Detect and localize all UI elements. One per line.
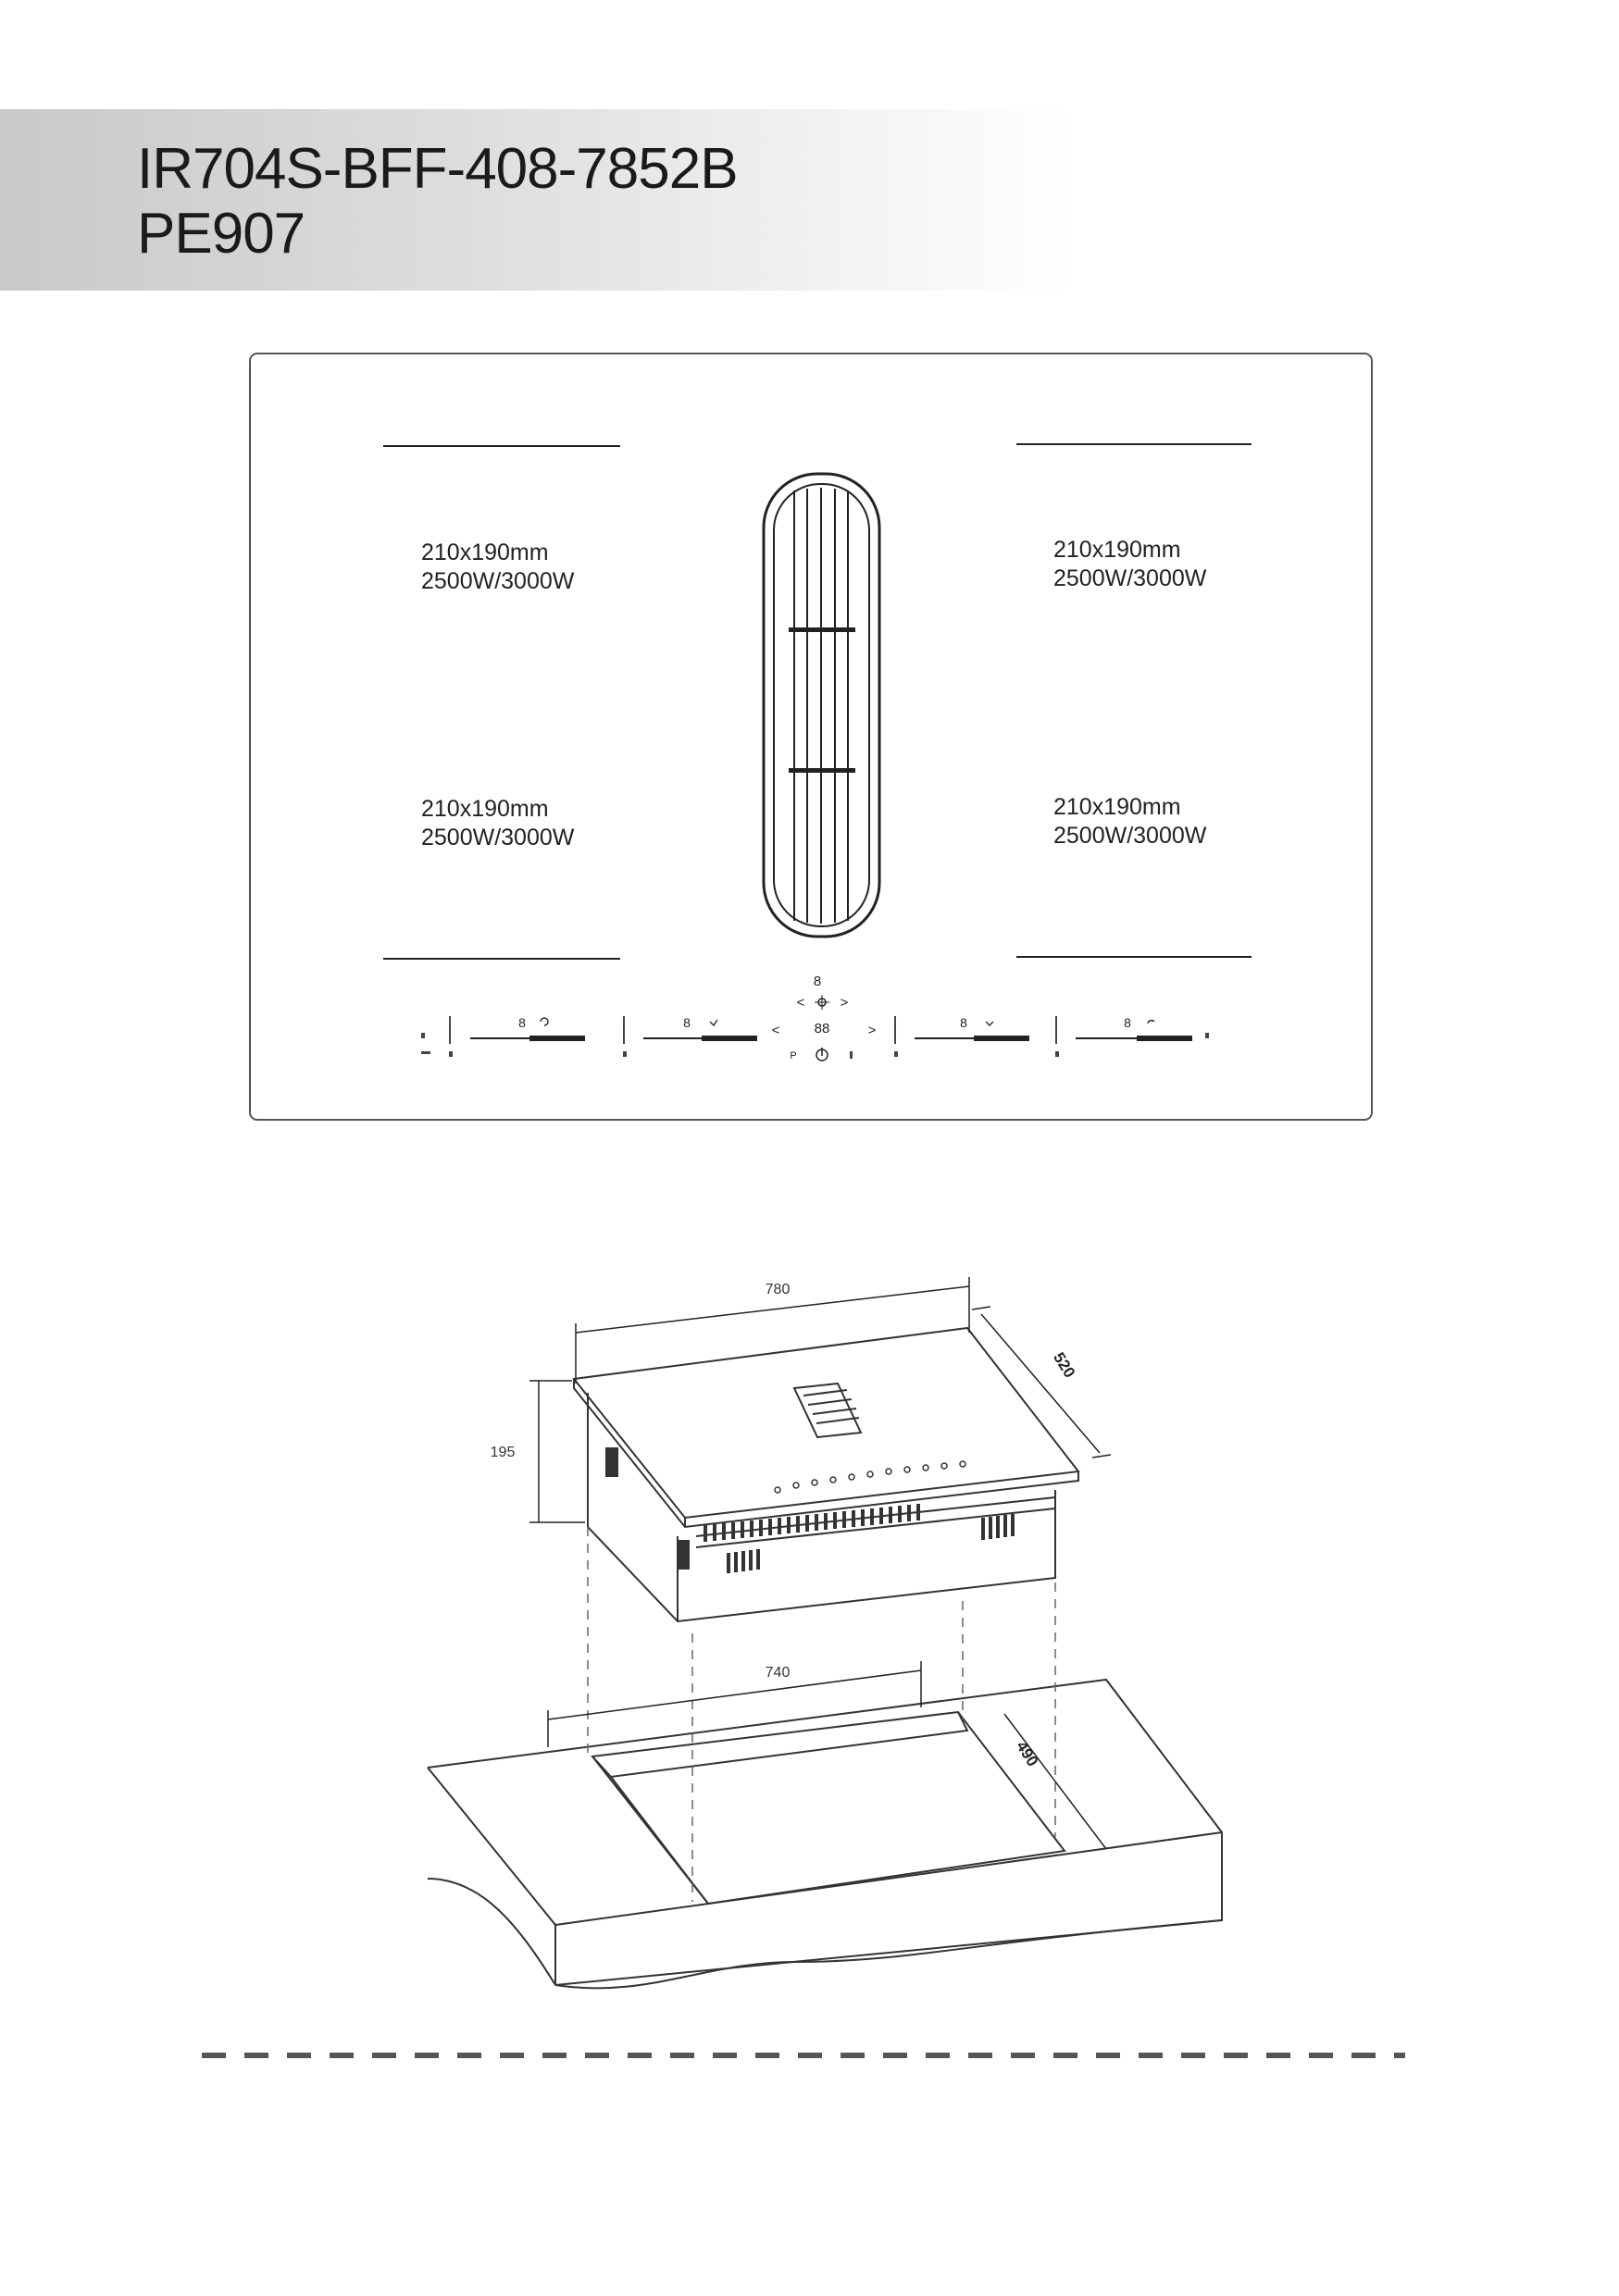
zone3-key-bottom <box>894 1051 898 1057</box>
zone4-display: 8 <box>1124 1015 1131 1030</box>
zone2-timer-icon <box>710 1020 717 1025</box>
page-separator <box>202 2053 1405 2058</box>
dim-cutout-width: 740 <box>765 1665 791 1681</box>
slider-tick-zone4 <box>1055 1016 1057 1044</box>
zone2-display: 8 <box>683 1015 691 1030</box>
zone3-timer-icon <box>986 1022 993 1025</box>
worktop <box>428 1680 1222 1988</box>
zone2-key-bottom <box>623 1051 627 1057</box>
timer-display: 88 <box>814 1021 830 1036</box>
zone1-key-bottom <box>449 1051 453 1057</box>
slider-tick-zone3 <box>894 1016 896 1044</box>
projection-lines <box>588 1527 1055 1902</box>
zone-tl-size: 210x190mm <box>421 540 549 565</box>
dim-cutout-depth: 490 <box>1013 1738 1042 1770</box>
hob-vents <box>704 1504 1015 1573</box>
dim-width: 780 <box>765 1282 791 1297</box>
control-panel <box>421 974 1209 1061</box>
hood-level-display: 8 <box>813 974 822 989</box>
zone3-display: 8 <box>960 1015 967 1030</box>
extractor-vent <box>764 474 879 937</box>
dim-height: 195 <box>490 1445 516 1460</box>
slider-tick-zone2 <box>623 1016 625 1044</box>
center-left-arrow: < <box>771 1023 780 1038</box>
zone1-key-x <box>421 1033 425 1038</box>
hob-outline <box>250 354 1372 1120</box>
zone4-key-bottom <box>1055 1051 1059 1057</box>
slider-tick-zone1 <box>449 1016 451 1044</box>
hood-left-arrow: < <box>796 995 805 1011</box>
center-right-arrow: > <box>867 1023 877 1038</box>
hob-top-vent <box>794 1384 861 1437</box>
zone-tl-power: 2500W/3000W <box>421 568 575 594</box>
installation-view <box>0 1240 1619 2045</box>
power-icon <box>816 1048 828 1061</box>
zone1-timer-icon <box>541 1018 548 1025</box>
zone-br-power: 2500W/3000W <box>1053 823 1207 849</box>
zone1-key-lock <box>421 1051 430 1054</box>
zone-tr-size: 210x190mm <box>1053 537 1181 563</box>
model-title: IR704S-BFF-408-7852B <box>137 137 738 201</box>
cutout <box>592 1712 1065 1904</box>
lock-icon <box>850 1051 853 1059</box>
pause-key-label: P <box>790 1050 797 1061</box>
zone4-timer-icon <box>1148 1021 1154 1024</box>
model-subtitle: PE907 <box>137 202 305 266</box>
fan-icon <box>815 995 829 1010</box>
zone-tr-power: 2500W/3000W <box>1053 565 1207 591</box>
dim-depth: 520 <box>1050 1349 1079 1382</box>
zone-br-size: 210x190mm <box>1053 794 1181 820</box>
zone1-display: 8 <box>518 1015 526 1030</box>
zone-bl-power: 2500W/3000W <box>421 825 575 850</box>
hob-body <box>574 1328 1078 1621</box>
zone-bl-size: 210x190mm <box>421 796 549 822</box>
hood-right-arrow: > <box>840 995 849 1011</box>
zone4-key-x <box>1205 1033 1209 1038</box>
